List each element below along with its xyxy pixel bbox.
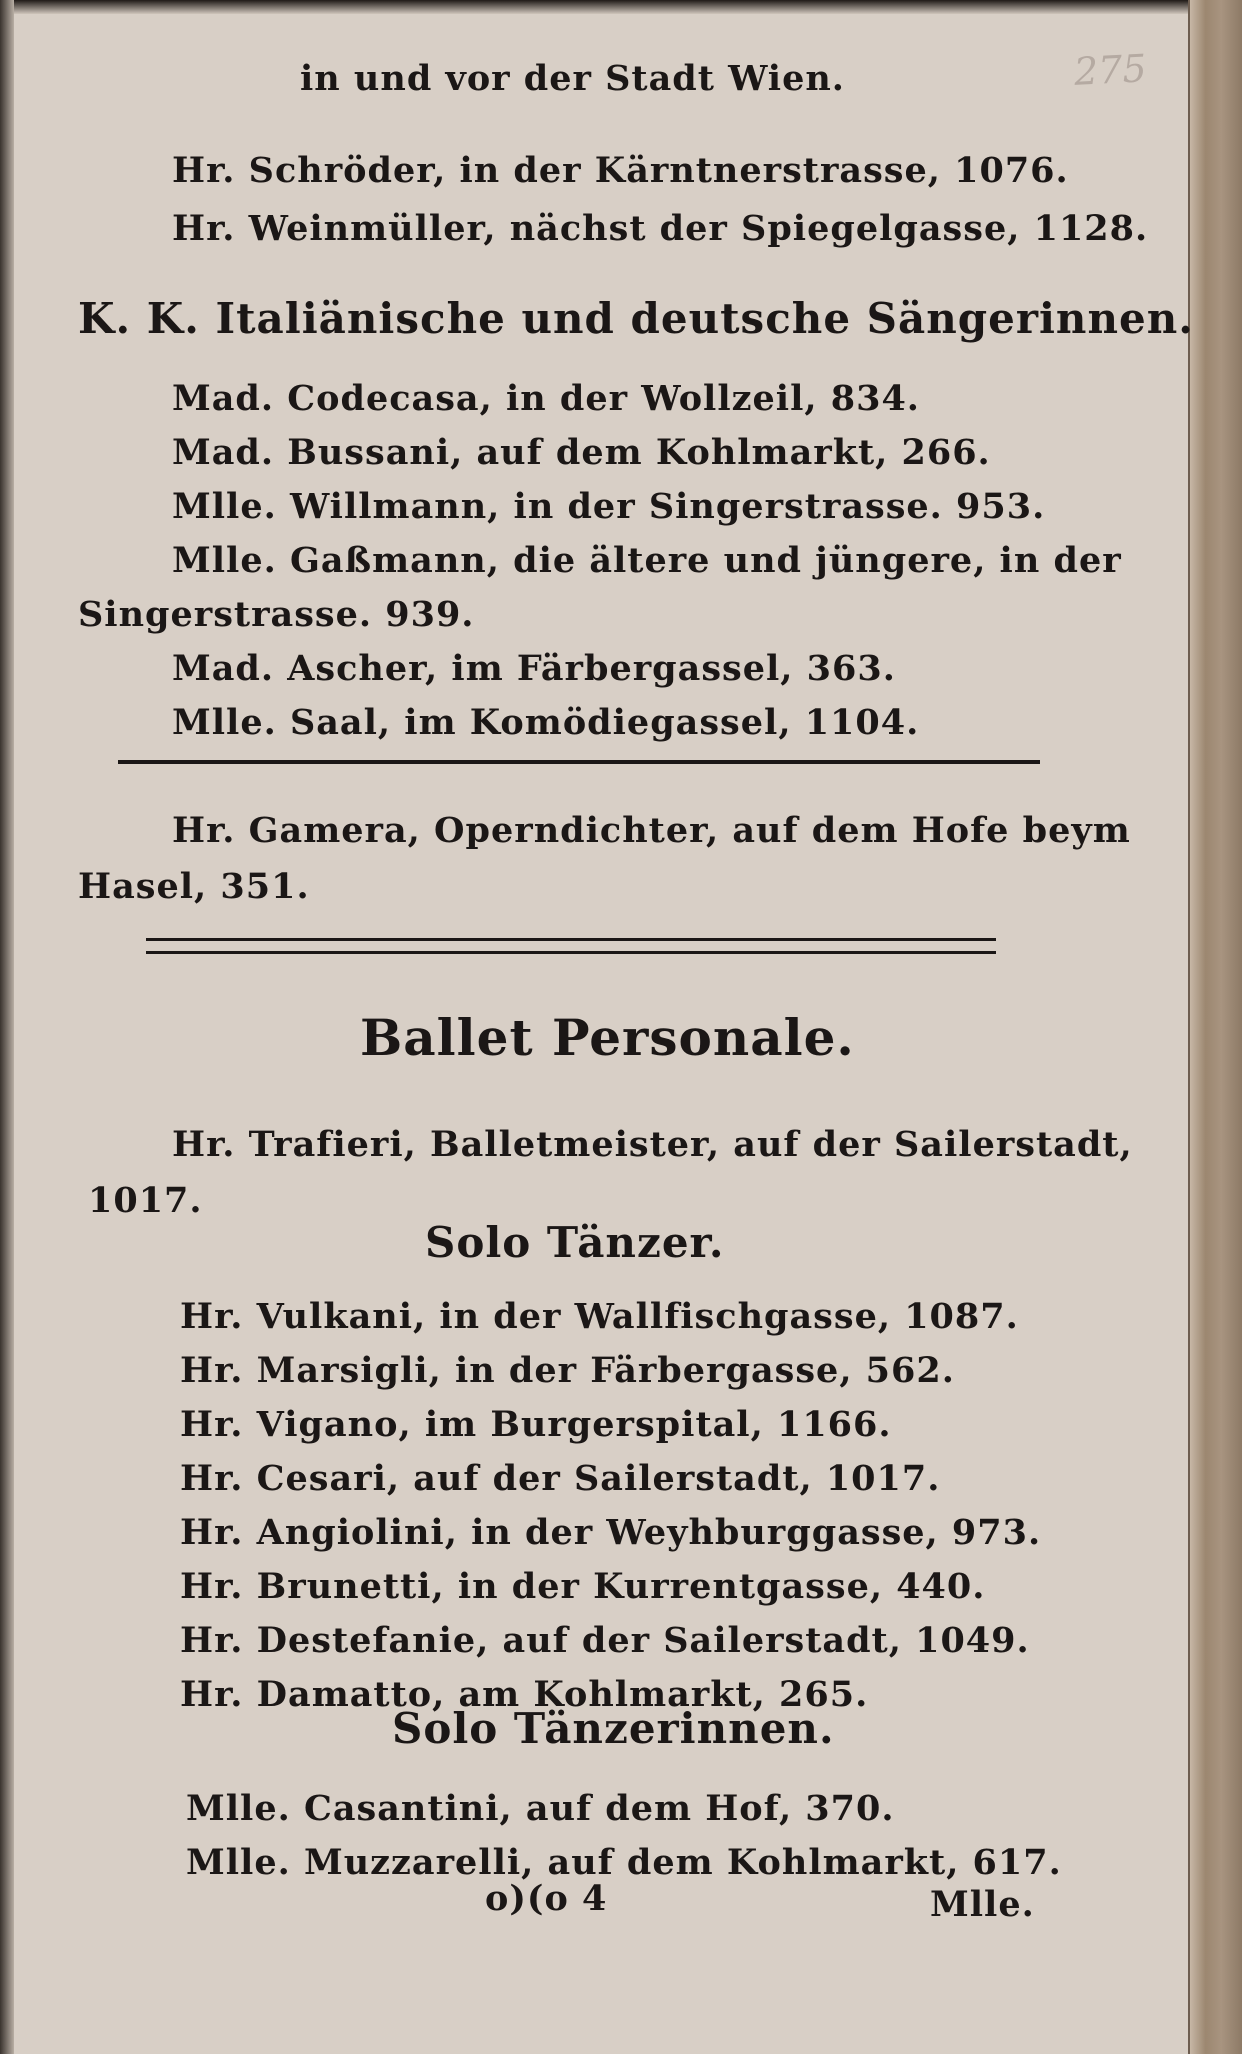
section-divider <box>118 760 1040 764</box>
page-gutter <box>0 0 14 2054</box>
solo-female-heading: Solo Tänzerinnen. <box>392 1704 835 1753</box>
solo-male-entry: Hr. Vulkani, in der Wallfischgasse, 1087. <box>180 1296 1019 1337</box>
solo-male-heading: Solo Tänzer. <box>425 1218 725 1267</box>
solo-male-entry: Hr. Angiolini, in der Weyhburggasse, 973. <box>180 1512 1042 1553</box>
ballet-title: Ballet Personale. <box>360 1008 855 1067</box>
running-head: in und vor der Stadt Wien. <box>300 58 845 99</box>
female-singer-entry: Mlle. Gaßmann, die ältere und jüngere, in der <box>172 540 1122 581</box>
solo-male-entry: Hr. Damatto, am Kohlmarkt, 265. <box>180 1674 869 1715</box>
double-rule-divider <box>146 938 996 954</box>
librettist-entry: Hr. Gamera, Operndichter, auf dem Hofe beym <box>172 810 1131 851</box>
female-singer-entry-continued: Singerstrasse. 939. <box>78 594 475 635</box>
singer-entry: Hr. Weinmüller, nächst der Spiegelgasse, 1128. <box>172 208 1149 249</box>
catchword: Mlle. <box>930 1884 1035 1925</box>
female-singer-entry: Mlle. Willmann, in der Singerstrasse. 953. <box>172 486 1046 527</box>
female-singer-entry: Mlle. Saal, im Komödiegassel, 1104. <box>172 702 920 743</box>
solo-male-entry: Hr. Destefanie, auf der Sailerstadt, 1049. <box>180 1620 1030 1661</box>
page-top-edge <box>0 0 1242 14</box>
ballet-master-entry-continued: 1017. <box>88 1180 203 1221</box>
book-fore-edge <box>1188 0 1242 2054</box>
solo-female-entry: Mlle. Muzzarelli, auf dem Kohlmarkt, 617. <box>186 1842 1062 1883</box>
section-heading-female-singers: K. K. Italiänische und deutsche Sängerinnen. <box>78 294 1194 343</box>
female-singer-entry: Mad. Ascher, im Färbergassel, 363. <box>172 648 896 689</box>
solo-male-entry: Hr. Cesari, auf der Sailerstadt, 1017. <box>180 1458 941 1499</box>
female-singer-entry: Mad. Bussani, auf dem Kohlmarkt, 266. <box>172 432 991 473</box>
solo-female-entry: Mlle. Casantini, auf dem Hof, 370. <box>186 1788 895 1829</box>
solo-male-entry: Hr. Vigano, im Burgerspital, 1166. <box>180 1404 892 1445</box>
ballet-master-entry: Hr. Trafieri, Balletmeister, auf der Sailerstadt, <box>172 1124 1133 1165</box>
singer-entry: Hr. Schröder, in der Kärntnerstrasse, 1076. <box>172 150 1069 191</box>
solo-male-entry: Hr. Brunetti, in der Kurrentgasse, 440. <box>180 1566 986 1607</box>
solo-male-entry: Hr. Marsigli, in der Färbergasse, 562. <box>180 1350 955 1391</box>
signature-mark: o)(o 4 <box>485 1878 608 1919</box>
librettist-entry-continued: Hasel, 351. <box>78 866 310 907</box>
female-singer-entry: Mad. Codecasa, in der Wollzeil, 834. <box>172 378 920 419</box>
handwritten-page-mark: 275 <box>1073 46 1149 94</box>
